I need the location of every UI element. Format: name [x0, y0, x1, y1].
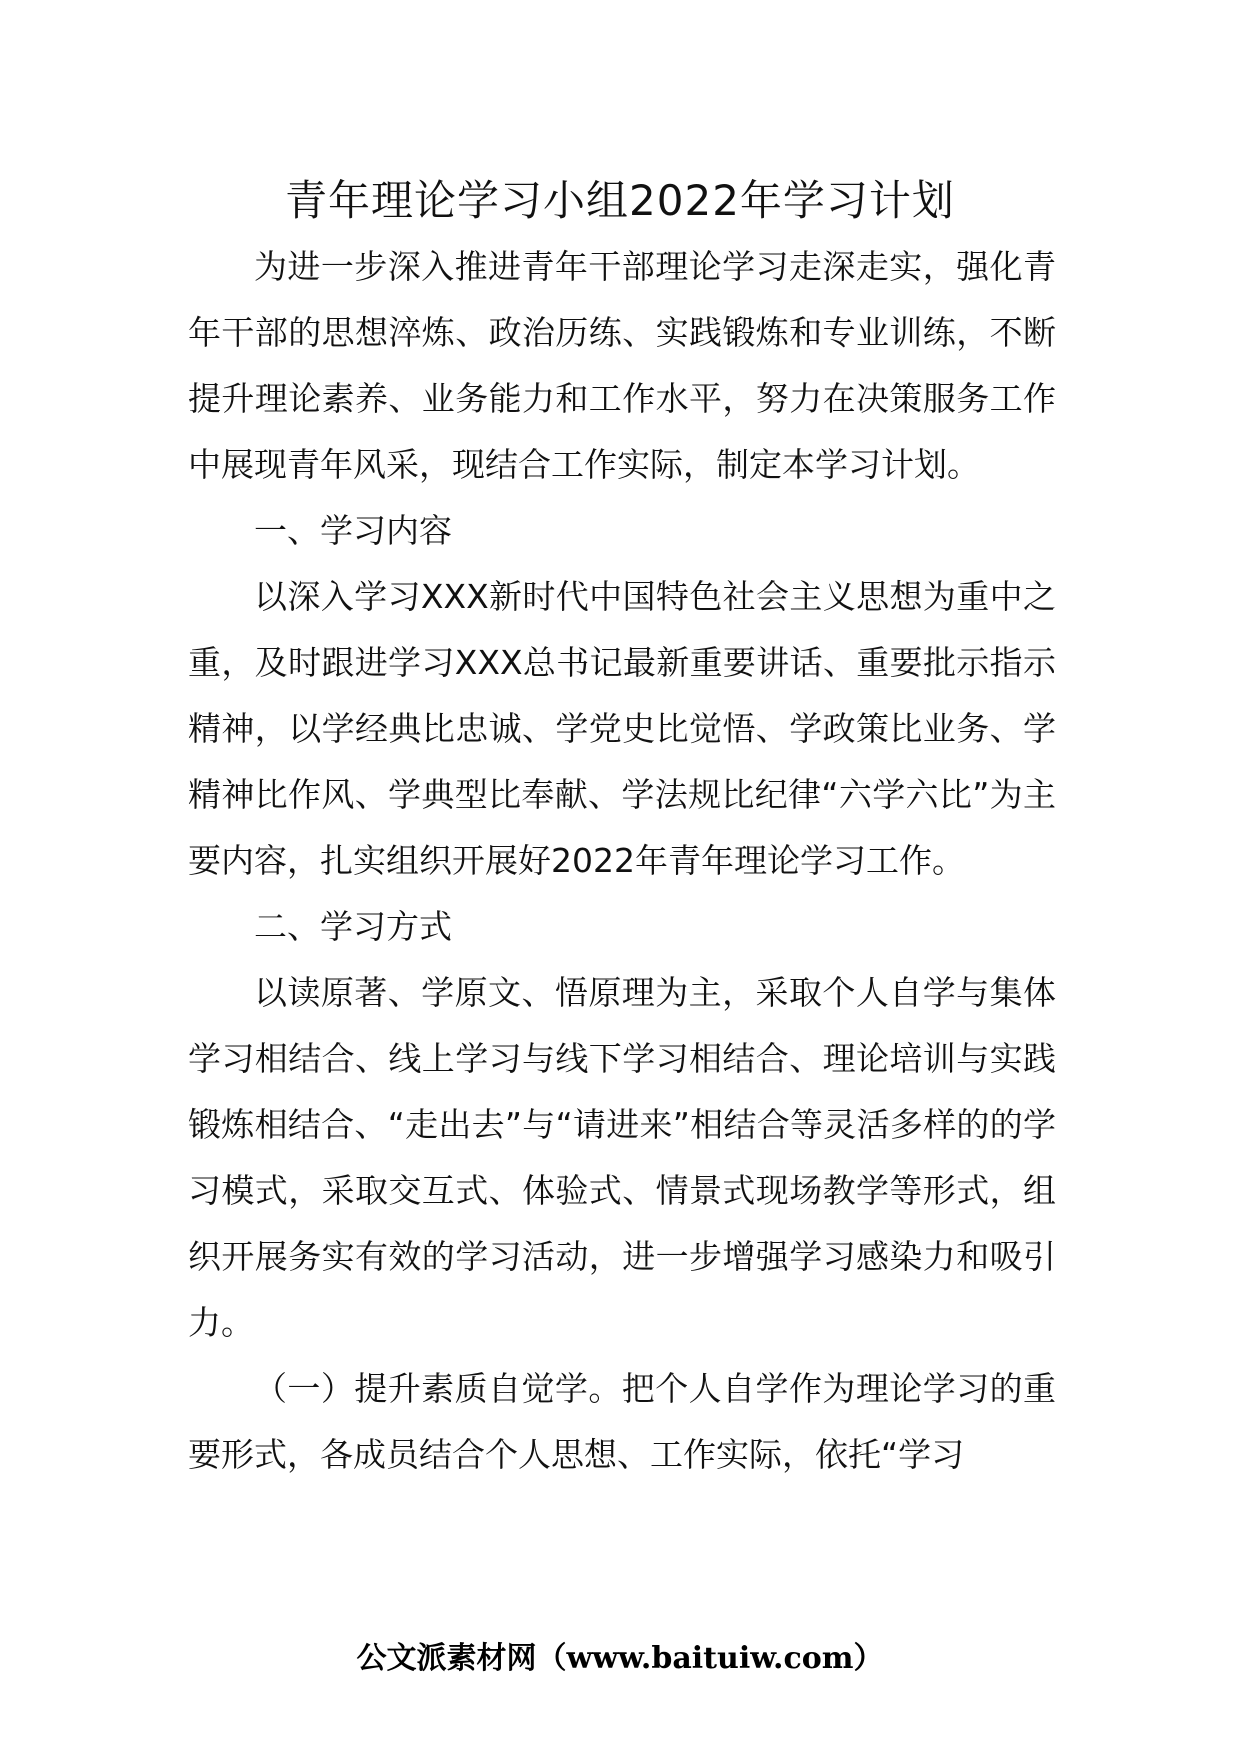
- intro-paragraph: 为进一步深入推进青年干部理论学习走深走实，强化青年干部的思想淬炼、政治历练、实践锻炼和专业训练，不断提升理论素养、业务能力和工作水平，努力在决策服务工作中展现青年风采，现结合工作实际，制定本学习计划。: [188, 247, 1056, 484]
- section-heading-content: 一、学习内容: [254, 511, 452, 550]
- subsection-paragraph-1: （一）提升素质自觉学。把个人自学作为理论学习的重要形式，各成员结合个人思想、工作实际，依托“学习: [188, 1369, 1056, 1474]
- footer-watermark: 公文派素材网（www.baituiw.com）: [356, 1641, 884, 1676]
- document-title: 青年理论学习小组2022年学习计划: [285, 176, 955, 225]
- section-heading-method: 二、学习方式: [254, 907, 452, 946]
- method-paragraph: 以读原著、学原文、悟原理为主，采取个人自学与集体学习相结合、线上学习与线下学习相结合、理论培训与实践锻炼相结合、“走出去”与“请进来”相结合等灵活多样的的学习模式，采取交互式、体验式、情景式现场教学等形式，组织开展务实有效的学习活动，进一步增强学习感染力和吸引力。: [188, 973, 1056, 1342]
- document-body: [188, 234, 1056, 1488]
- content-paragraph: 以深入学习XXX新时代中国特色社会主义思想为重中之重，及时跟进学习XXX总书记最新重要讲话、重要批示指示精神，以学经典比忠诚、学党史比觉悟、学政策比业务、学精神比作风、学典型比奉献、学法规比纪律“六学六比”为主要内容，扎实组织开展好2022年青年理论学习工作。: [188, 577, 1056, 880]
